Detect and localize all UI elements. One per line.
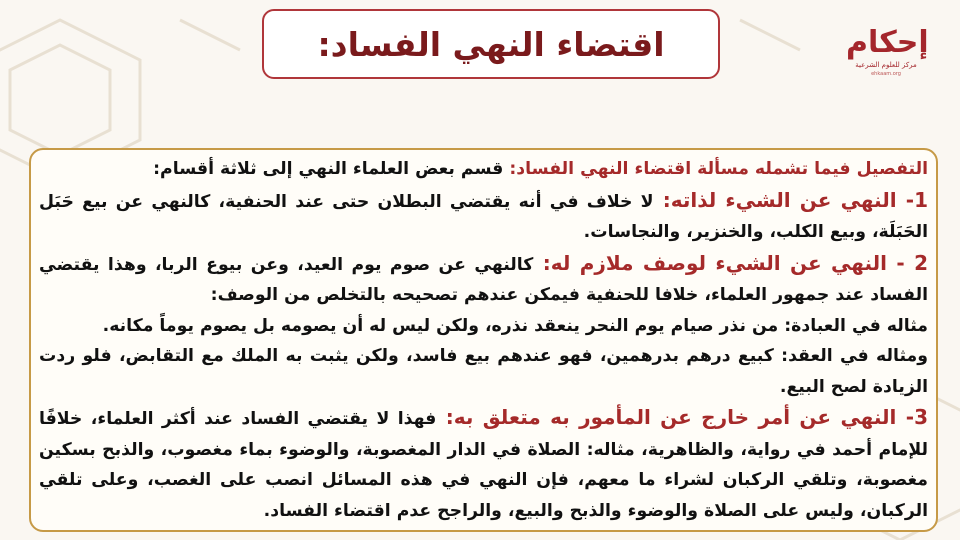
- title-box: [262, 9, 720, 79]
- section-1-heading: 1- النهي عن الشيء لذاته:: [653, 187, 928, 212]
- content-box: [29, 148, 938, 532]
- logo-subtitle: مركز للعلوم الشرعية: [855, 61, 917, 69]
- example-2-text: كبيع درهم بدرهمين، فهو عندهم بيع فاسد، ولكن يثبت به الملك مع التقابض، فلو ردت الزيادة لصح البيع.: [39, 346, 928, 397]
- logo-site: ehkaam.org: [871, 71, 901, 77]
- section-1-text: لا خلاف في أنه يقتضي البطلان حتى عند الحنفية، كالنهي عن بيع حَبَل الحَبَلَة، وبيع الكلب، والخنزير، والنجاسات.: [39, 191, 928, 242]
- section-3-heading: 3- النهي عن أمر خارج عن المأمور به متعلق به:: [436, 405, 928, 429]
- intro-heading: التفصيل فيما تشمله مسألة اقتضاء النهي الفساد:: [503, 159, 928, 179]
- intro-text: قسم بعض العلماء النهي إلى ثلاثة أقسام:: [153, 159, 504, 179]
- example-1-text: من نذر صيام يوم النحر ينعقد نذره، ولكن ليس له أن يصومه بل يصوم يوماً مكانه.: [102, 315, 779, 336]
- section-2-heading: 2 - النهي عن الشيء لوصف ملازم له:: [533, 250, 928, 275]
- page-title: اقتضاء النهي الفساد:: [317, 24, 665, 64]
- logo-name: إحكام: [846, 25, 929, 60]
- example-1-label: مثاله في العبادة:: [778, 315, 928, 336]
- content-text: [39, 154, 928, 526]
- section-2-text: كالنهي عن صوم يوم العيد، وعن بيوع الربا، وهذا يقتضي الفساد عند جمهور العلماء، خلافا للحنفية فيمكن عندهم تصحيحه بالتخلص من الوصف:: [39, 254, 928, 305]
- logo: [846, 25, 929, 94]
- example-2-label: ومثاله في العقد:: [773, 346, 928, 366]
- section-3-text: فهذا لا يقتضي الفساد عند أكثر العلماء، خلافًا للإمام أحمد في رواية، والظاهرية، مثاله: الصلاة في الدار المغصوبة، والوضوء بماء مغصوب، والذبح بسكين مغصوبة، وتلقي الركبان لشراء ما معهم، فإن النهي في هذه المسائل انصب على الغصب، وعلى تلقي الركبان، وليس على الصلاة والوضوء والذبح والبيع، والراجح عدم اقتضاء الفساد.: [39, 409, 928, 521]
